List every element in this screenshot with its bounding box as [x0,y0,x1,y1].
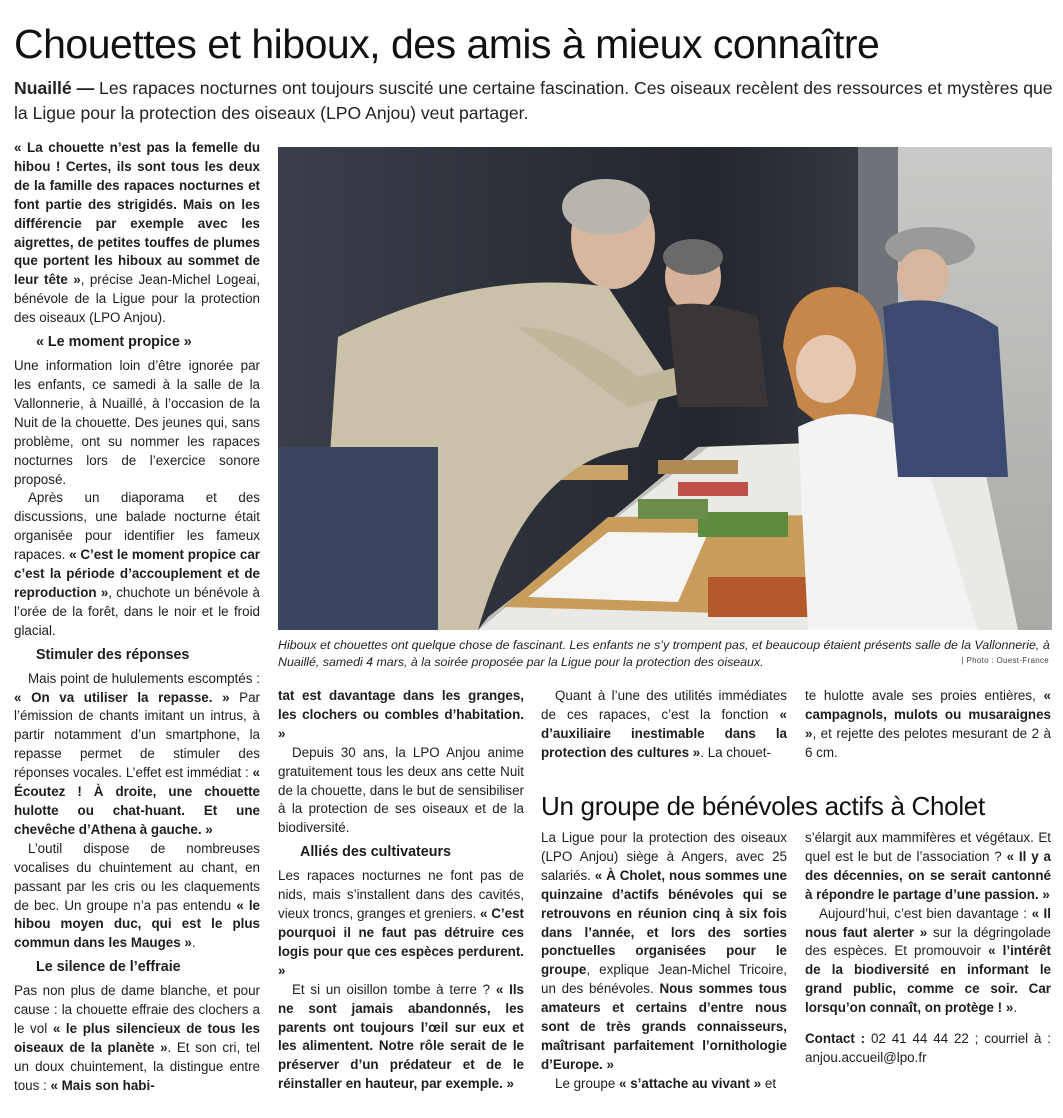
body-text: Depuis 30 ans, la LPO Anjou anime gratuitement tous les deux ans cette Nuit de la chouette, dans le but de sensibiliser à la protection de ses oiseaux et de la biodiversité. [278,744,524,836]
body-text: s’élargit aux mammifères et végétaux. Et quel est le but de l’association ? [805,830,1051,864]
body-text: Le groupe [555,1075,620,1091]
photo-credit: | Photo : Ouest-France [961,656,1049,665]
body-text: Pas non plus de dame blanche, et pour cause : la chouette effraie des clochers a le vol [14,983,260,1037]
sidebar-column-2 [805,829,1051,1068]
article-column-2 [278,687,524,1094]
quote-text: « La chouette n’est pas la femelle du hibou ! Certes, ils sont tous les deux de la famille des rapaces nocturnes et font partie des strigidés. Mais on les différencie par exemple avec les aigrettes, de petites touffes de plumes que portent les hiboux au sommet de leur tête » [14,140,260,288]
body-text: , précise Jean-Michel Logeai, bénévole de la Ligue pour la protection des oiseaux (LPO Anjou). [14,272,260,326]
body-text: . [1013,1000,1018,1016]
photo-caption: Hiboux et chouettes ont quelque chose de fascinant. Les enfants ne s’y trompent pas, et beaucoup étaient présents salle de la Vallonnerie, à Nuaillé, samedi 4 mars, à la soirée proposée par la Ligue pour la protection des oiseaux. [278,638,1050,669]
section-heading: Stimuler des réponses [36,646,190,663]
sidebar-headline: Un groupe de bénévoles actifs à Cholet [541,791,985,821]
body-text: . La chouet- [700,744,771,760]
quote-text: « Mais son habi- [50,1077,155,1093]
quote-text: « C’est le moment propice car c’est la période d’accouplement et de reproduction » [14,547,260,600]
body-text: . [191,935,196,951]
body-text: sur la dégringolade des espèces. Et promouvoir [805,924,1051,959]
lead-text: Les rapaces nocturnes ont toujours suscité une certaine fascination. Ces oiseaux recèlent des ressources et mystères que la Ligue pour la protection des oiseaux (LPO Anjou) veut partager. [14,78,1053,123]
article-column-4 [805,687,1051,763]
quote-text: « le hibou moyen duc, qui est le plus commun dans les Mauges » [14,897,260,951]
body-text: Après un diaporama et des discussions, une balade nocturne était organisée pour identifier les fameux rapaces. [14,490,260,563]
section-heading: « Le moment propice » [36,334,192,351]
body-text: . Et son cri, tel un doux chuintement, la distingue entre tous : [14,1039,260,1093]
body-text: L’outil dispose de nombreuses vocalises du chuintement au chant, en passant par les cris ou les claquements de bec. Un groupe n’a pas entendu [14,840,260,913]
quote-text: « Ils ne sont jamais abandonnés, les parents ont toujours l’œil sur eux et les alimentent. Notre rôle serait de le préserver d’un prédateur et de le réinstaller en hauteur, par exemple. » [278,981,525,1092]
body-text: te hulotte avale ses proies entières, [805,688,1044,703]
dateline: Nuaillé — [14,78,95,98]
quote-text: « À Cholet, nous sommes une quinzaine d’actifs bénévoles qui se retrouvons en réunion cinq à six fois dans l’année, et lors des sorties ponctuelles organisées pour le groupe [541,867,787,978]
body-text: et [761,1075,777,1091]
headline: Chouettes et hiboux, des amis à mieux connaître [14,21,880,67]
quote-text: « l’intérêt de la biodiversité en informant le grand public, comme ce soir. Car lorsqu’on connaît, on protège ! » [805,943,1051,1016]
body-text: Quant à l’une des utilités immédiates de ces rapaces, c’est la fonction [541,688,787,722]
article-column-1 [14,139,260,1096]
body-text: La Ligue pour la protection des oiseaux (LPO Anjou) siège à Angers, avec 25 salariés. [541,830,787,883]
body-text: , chuchote un bénévole à l’orée de la forêt, dans le noir et le froid glacial. [14,584,260,638]
body-text: , et rejette des pelotes mesurant de 2 à 6 cm. [805,725,1051,760]
quote-text: « Il nous faut alerter » [805,905,1051,940]
quote-text: « campagnols, mulots ou musaraignes » [805,688,1051,741]
contact-label: Contact : [805,1031,866,1047]
body-text: Mais point de hululements escomptés : [28,670,260,686]
quote-text: « s’attache au vivant » [619,1075,762,1091]
quote-text: « C’est pourquoi il ne faut pas détruire ces logis pour que ces espèces perdurent. » [278,906,524,978]
quote-text: Nous sommes tous amateurs et certains d’entre nous sont de très grands connaisseurs, maîtrisant parfaitement l’ornithologie d’Europe. » [541,981,787,1072]
contact-info[interactable]: 02 41 44 44 22 ; courriel à : anjou.accueil@lpo.fr [805,1031,1052,1065]
body-text: Les rapaces nocturnes ne font pas de nids, mais s’installent dans des cavités, vieux troncs, granges et greniers. [278,868,524,922]
body-text: Et si un oisillon tombe à terre ? [292,981,496,997]
quote-text: « d’auxiliaire inestimable dans la protection des cultures » [541,706,787,760]
article-photo [278,147,1052,630]
quote-text: « Écoutez ! À droite, une chouette hulotte ou chat-huant. Et une chevêche d’Athena à gauche. » [14,765,260,837]
section-heading: Le silence de l’effraie [36,959,181,976]
section-heading: Alliés des cultivateurs [300,844,451,861]
body-text: Une information loin d’être ignorée par les enfants, ce samedi à la salle de la Vallonnerie, à Nuaillé, à l’occasion de la Nuit de la chouette. Des jeunes qui, sans problème, ont su nommer les rapaces nocturnes lors de l’exercice sonore proposé. [14,358,260,487]
quote-text: « On va utiliser la repasse. » [14,689,230,705]
body-text: , explique Jean-Michel Tricoire, un des bénévoles. [541,962,787,997]
sidebar-column-1 [541,829,787,1094]
lead-paragraph [14,76,1054,126]
body-text: Par l’émission de chants imitant un intrus, à partir notamment d’un smartphone, la repasse permet de stimuler des réponses vocales. L’effet est immédiat : [14,689,260,781]
article-column-3 [541,687,787,763]
body-text: Aujourd’hui, c’est bien davantage : [819,905,1032,921]
quote-text: « Il y a des décennies, on se serait cantonné à répondre le partage d’une passion. » [805,848,1051,902]
quote-text: « le plus silencieux de tous les oiseaux de la planète » [14,1021,261,1055]
quote-text: tat est davantage dans les granges, les clochers ou combles d’habitation. » [278,688,524,741]
